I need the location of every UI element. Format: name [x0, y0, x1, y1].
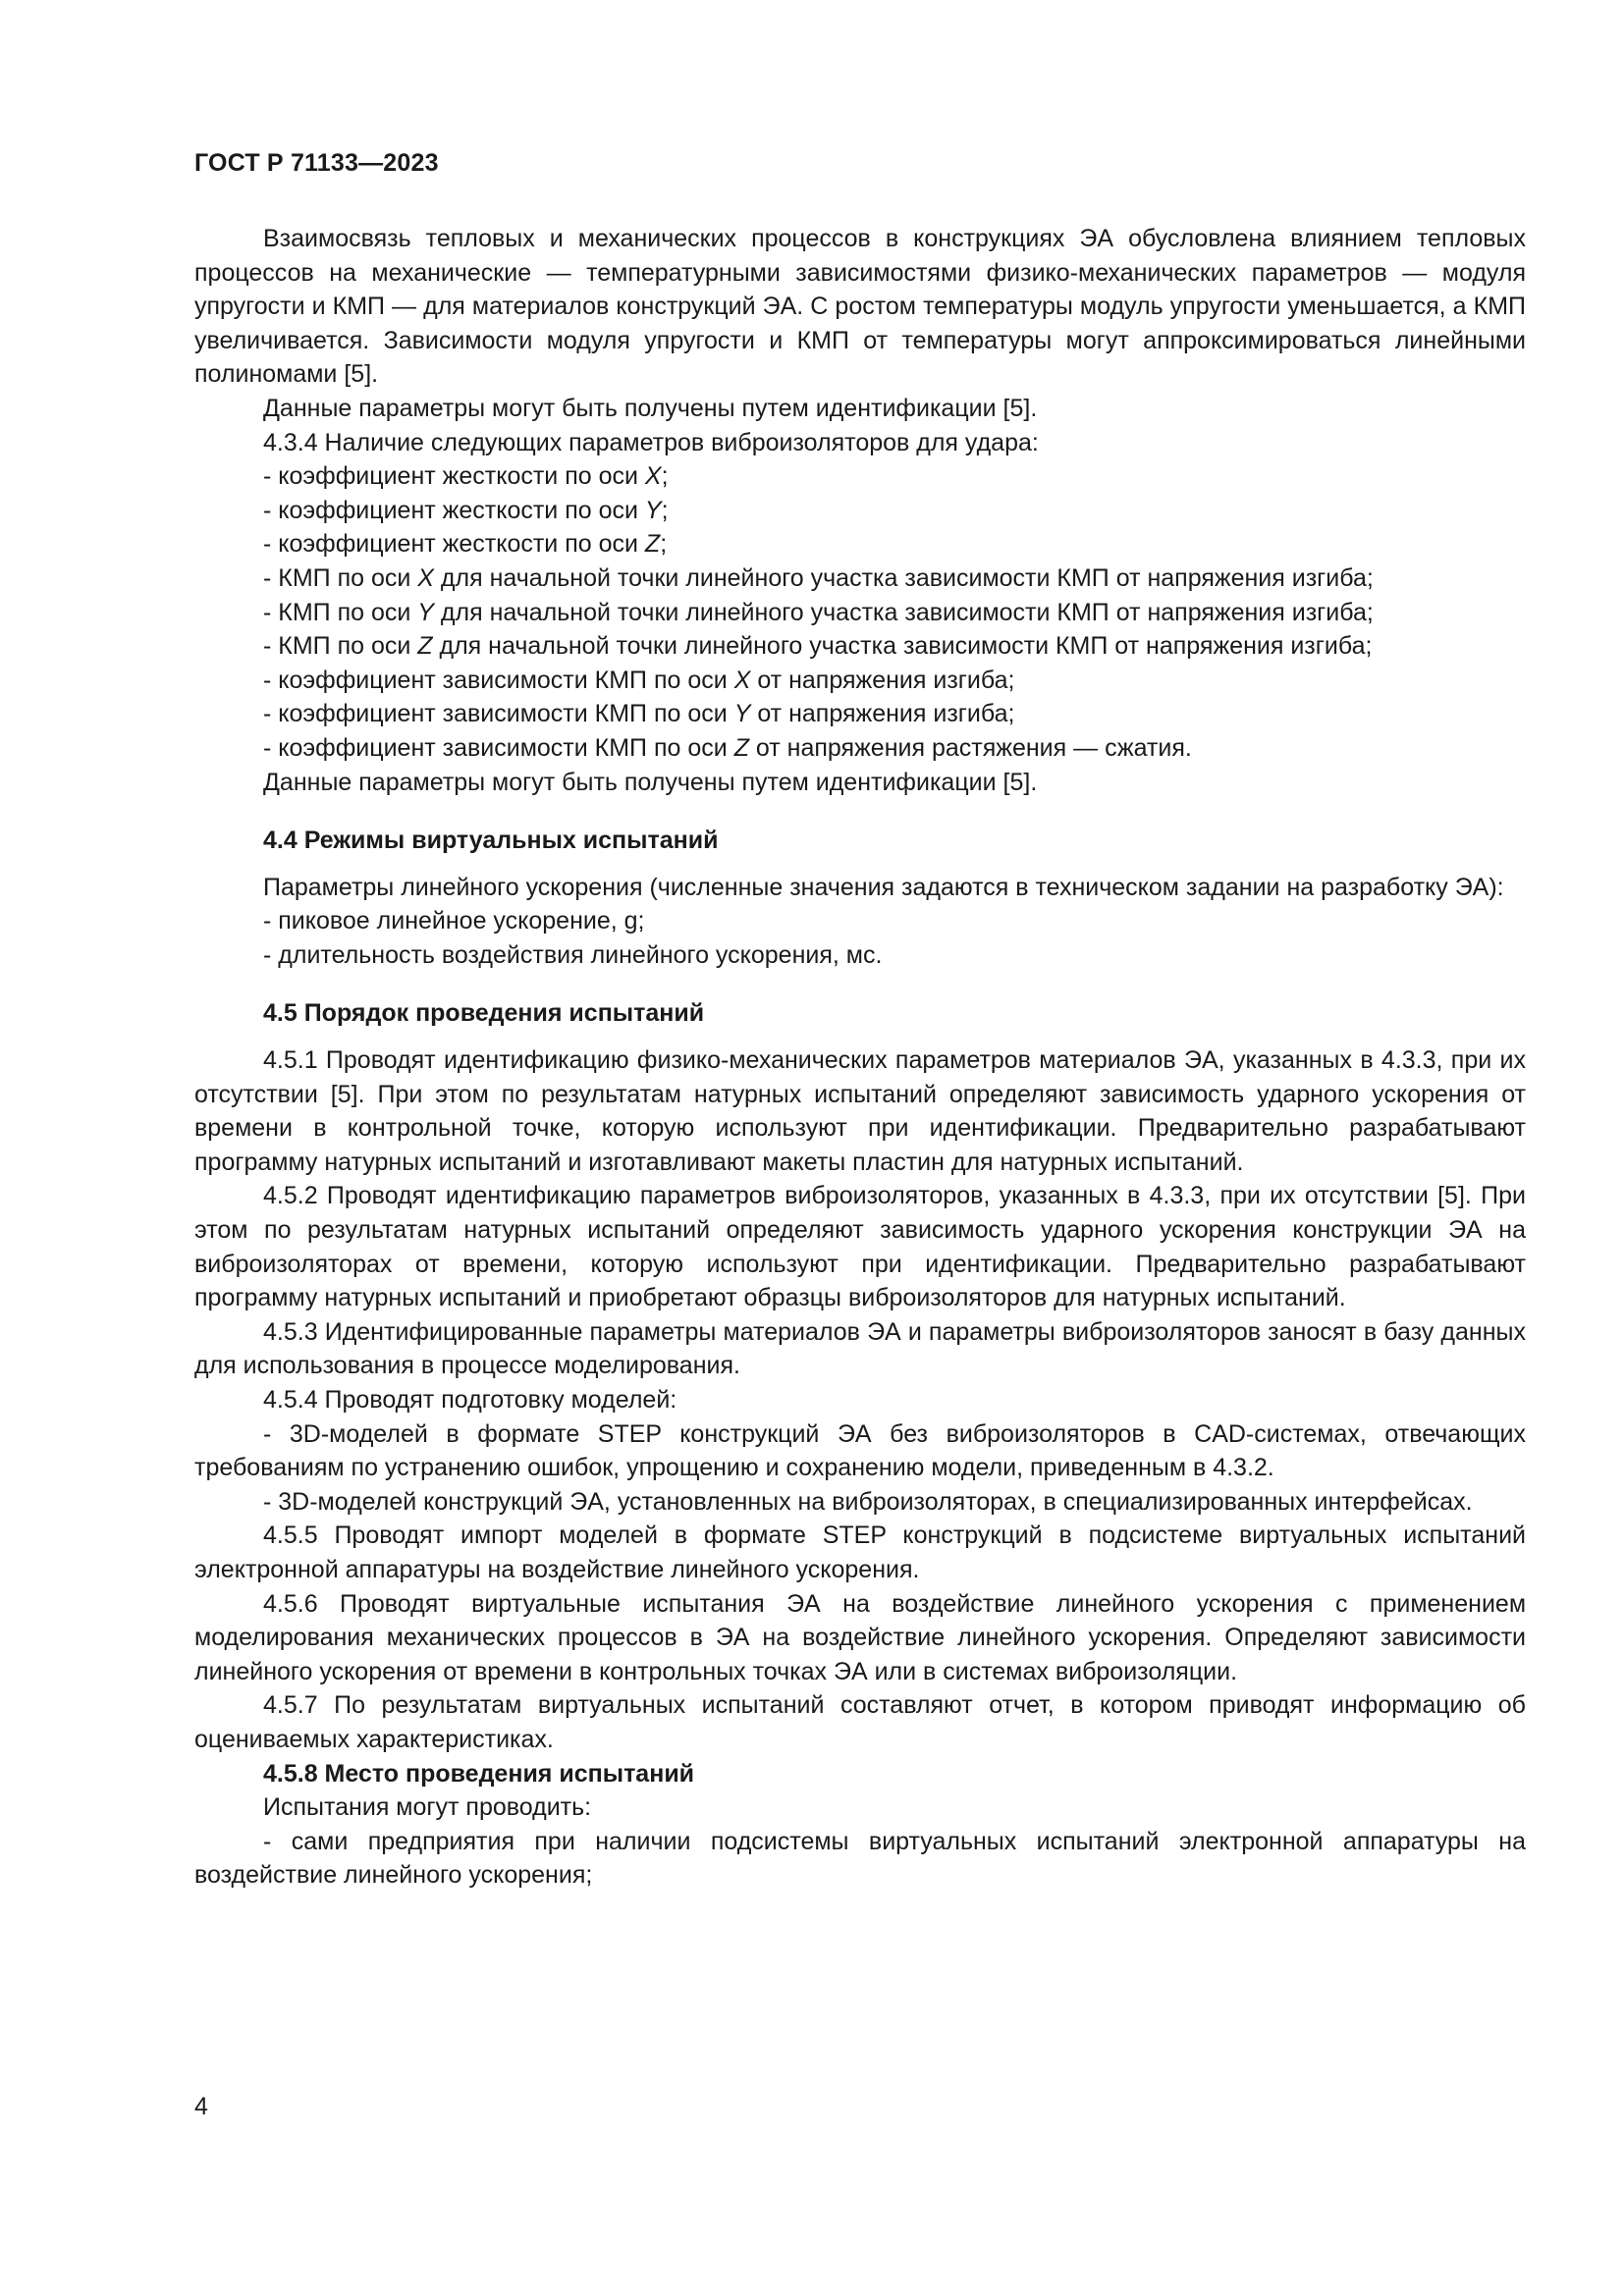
paragraph: Взаимосвязь тепловых и механических процессов в конструкциях ЭА обусловлена влиянием тепловых процессов на механические — температурными зависимостями физико-механических параметров — модуля упругости и КМП — для материалов конструкций ЭА. С ростом температуры модуль упругости уменьшается, а КМП увеличивается. Зависимости модуля упругости и КМП от температуры могут аппроксимироваться линейными полиномами [5].: [194, 225, 1526, 389]
paragraph: Параметры линейного ускорения (численные значения задаются в техническом задании на разработку ЭА):: [263, 873, 1504, 901]
list-item: - КМП по оси Z для начальной точки линейного участка зависимости КМП от напряжения изгиба;: [263, 632, 1373, 661]
document-body: [194, 222, 1526, 1893]
paragraph: - сами предприятия при наличии подсистемы виртуальных испытаний электронной аппаратуры на воздействие линейного ускорения;: [194, 1827, 1526, 1890]
subsection-heading: 4.5.8 Место проведения испытаний: [263, 1759, 695, 1788]
paragraph: 4.5.6 Проводят виртуальные испытания ЭА на воздействие линейного ускорения с применением моделирования механических процессов в ЭА на воздействие линейного ускорения. Определяют зависимости линейного ускорения от времени в контрольных точках ЭА или в системах виброизоляции.: [194, 1589, 1526, 1685]
list-item: - коэффициент зависимости КМП по оси X от напряжения изгиба;: [263, 666, 1015, 694]
list-item: - КМП по оси X для начальной точки линейного участка зависимости КМП от напряжения изгиба;: [263, 563, 1374, 592]
section-heading: 4.5 Порядок проведения испытаний: [263, 999, 705, 1028]
paragraph: Испытания могут проводить:: [263, 1793, 592, 1822]
section-heading: 4.4 Режимы виртуальных испытаний: [263, 827, 719, 855]
list-item: - коэффициент жесткости по оси Z;: [263, 530, 668, 559]
list-item: - коэффициент зависимости КМП по оси Z от напряжения растяжения — сжатия.: [263, 733, 1192, 762]
page-number: 4: [194, 2093, 208, 2120]
list-item: - коэффициент зависимости КМП по оси Y от напряжения изгиба;: [263, 700, 1015, 728]
paragraph: 4.3.4 Наличие следующих параметров виброизоляторов для удара:: [263, 428, 1039, 456]
paragraph: 4.5.2 Проводят идентификацию параметров виброизоляторов, указанных в 4.3.3, при их отсутствии [5]. При этом по результатам натурных испытаний определяют зависимость ударного ускорения конструкции ЭА на виброизоляторах от времени, которую используют при идентификации. Предварительно разрабатывают программу натурных испытаний и приобретают образцы виброизоляторов для натурных испытаний.: [194, 1182, 1526, 1312]
paragraph: 4.5.1 Проводят идентификацию физико-механических параметров материалов ЭА, указанных в 4.3.3, при их отсутствии [5]. При этом по результатам натурных испытаний определяют зависимость ударного ускорения от времени в контрольной точке, которую используют при идентификации. Предварительно разрабатывают программу натурных испытаний и изготавливают макеты пластин для натурных испытаний.: [194, 1046, 1526, 1176]
paragraph: Данные параметры могут быть получены путем идентификации [5].: [263, 394, 1038, 422]
list-item: - коэффициент жесткости по оси Y;: [263, 496, 669, 524]
list-item: - длительность воздействия линейного ускорения, мс.: [263, 940, 883, 969]
paragraph: 4.5.3 Идентифицированные параметры материалов ЭА и параметры виброизоляторов заносят в базу данных для использования в процессе моделирования.: [194, 1317, 1526, 1380]
paragraph: 4.5.7 По результатам виртуальных испытаний составляют отчет, в котором приводят информацию об оцениваемых характеристиках.: [194, 1691, 1526, 1753]
paragraph: Данные параметры могут быть получены путем идентификации [5].: [263, 768, 1038, 796]
paragraph: - 3D-моделей конструкций ЭА, установленных на виброизоляторах, в специализированных интерфейсах.: [263, 1487, 1473, 1516]
paragraph: - 3D-моделей в формате STEP конструкций ЭА без виброизоляторов в CAD-системах, отвечающих требованиям по устранению ошибок, упрощению и сохранению модели, приведенным в 4.3.2.: [194, 1419, 1526, 1482]
paragraph: 4.5.5 Проводят импорт моделей в формате STEP конструкций в подсистеме виртуальных испытаний электронной аппаратуры на воздействие линейного ускорения.: [194, 1522, 1526, 1583]
list-item: - коэффициент жесткости по оси X;: [263, 462, 669, 491]
document-header: ГОСТ Р 71133—2023: [194, 149, 439, 177]
list-item: - КМП по оси Y для начальной точки линейного участка зависимости КМП от напряжения изгиба;: [263, 598, 1374, 626]
list-item: - пиковое линейное ускорение, g;: [263, 907, 645, 935]
paragraph: 4.5.4 Проводят подготовку моделей:: [263, 1386, 677, 1414]
